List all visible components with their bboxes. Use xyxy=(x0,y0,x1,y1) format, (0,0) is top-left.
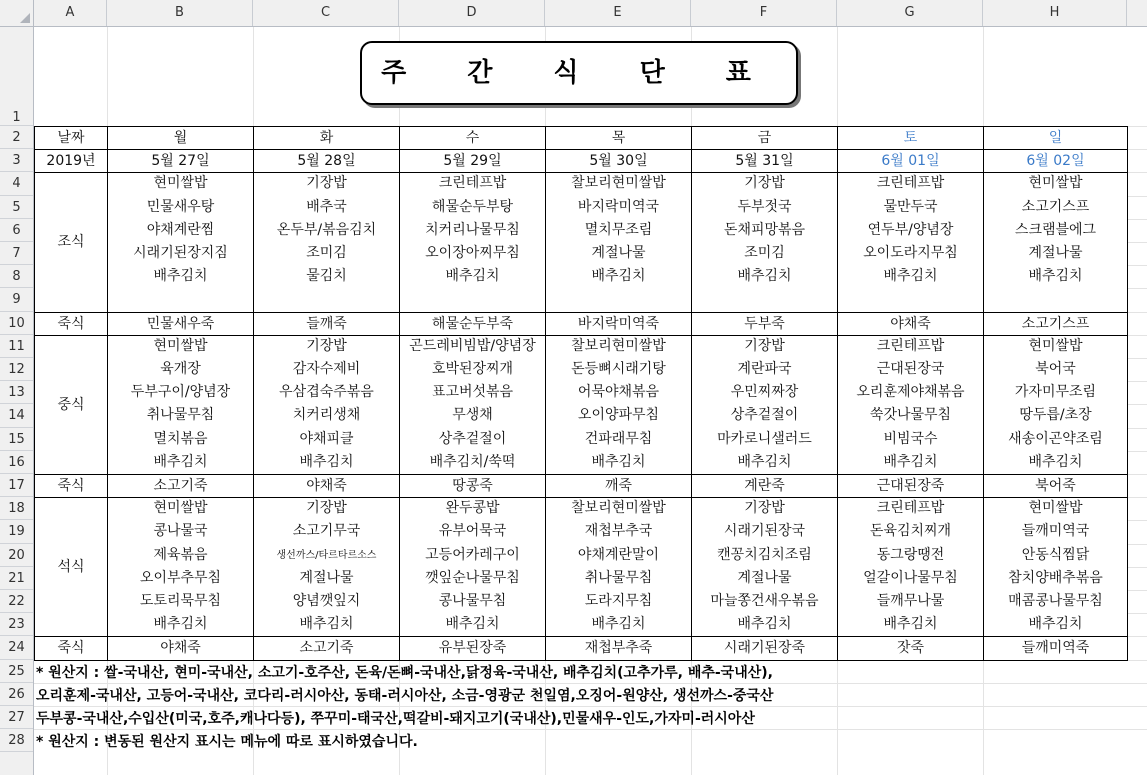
date-cell[interactable]: 5월 30일 xyxy=(545,149,692,173)
menu-item[interactable]: 가자미무조림 xyxy=(1014,384,1097,401)
menu-item[interactable]: 배추김치 xyxy=(1028,268,1083,285)
column-header-f[interactable]: F xyxy=(691,0,837,26)
menu-item[interactable]: 오리훈제야채볶음 xyxy=(856,384,965,401)
row-header-8[interactable]: 8 xyxy=(0,265,33,288)
column-header-bar xyxy=(0,0,1147,27)
menu-item[interactable]: 콩나물무침 xyxy=(438,593,507,609)
menu-item[interactable]: 배추김치 xyxy=(299,453,354,470)
menu-item[interactable]: 건파래무침 xyxy=(584,430,653,447)
menu-item[interactable]: 크린테프밥 xyxy=(876,337,945,354)
menu-item[interactable]: 배추김치 xyxy=(153,616,208,633)
menu-item[interactable]: 유부어묵국 xyxy=(438,523,507,540)
porridge-item[interactable]: 야채죽 xyxy=(253,474,400,498)
day-header-cell[interactable]: 월 xyxy=(107,126,254,150)
menu-item[interactable]: 콩나물국 xyxy=(153,523,208,540)
row-header-20[interactable]: 20 xyxy=(0,544,33,567)
menu-item[interactable]: 배추김치 xyxy=(883,268,938,285)
porridge-item[interactable]: 땅콩죽 xyxy=(399,474,546,498)
porridge-item[interactable]: 해물순두부죽 xyxy=(399,312,546,336)
row-header-19[interactable]: 19 xyxy=(0,520,33,543)
menu-item[interactable]: 크린테프밥 xyxy=(438,175,507,192)
spreadsheet-grid[interactable] xyxy=(34,27,1147,775)
row-header-10[interactable]: 10 xyxy=(0,312,33,335)
menu-item[interactable]: 두부구이/양념장 xyxy=(130,384,231,401)
row-header-4[interactable]: 4 xyxy=(0,172,33,195)
date-cell[interactable]: 5월 27일 xyxy=(107,149,254,173)
porridge-label-cell[interactable]: 죽식 xyxy=(34,636,108,660)
row-header-1[interactable]: 1 xyxy=(0,27,33,126)
menu-item[interactable]: 재첩부추국 xyxy=(584,523,653,540)
menu-item[interactable]: 기장밥 xyxy=(744,337,785,354)
day-header-cell[interactable]: 토 xyxy=(837,126,984,150)
day-header-cell[interactable]: 화 xyxy=(253,126,400,150)
menu-item[interactable]: 배추김치/쑥떡 xyxy=(429,453,516,470)
menu-item[interactable]: 연두부/양념장 xyxy=(867,221,954,238)
menu-item[interactable]: 해물순두부탕 xyxy=(431,198,514,215)
menu-item[interactable]: 새송이곤약조림 xyxy=(1008,430,1103,447)
menu-item[interactable]: 치커리생채 xyxy=(292,407,361,424)
menu-item[interactable]: 배추김치 xyxy=(737,453,792,470)
porridge-item[interactable]: 소고기죽 xyxy=(107,474,254,498)
menu-item[interactable]: 곤드레비빔밥/양념장 xyxy=(409,337,536,354)
menu-item[interactable]: 배추김치 xyxy=(883,616,938,633)
menu-item[interactable]: 배추김치 xyxy=(445,616,500,633)
menu-item[interactable]: 기장밥 xyxy=(744,500,785,517)
date-cell[interactable]: 6월 01일 xyxy=(837,149,984,173)
menu-item[interactable]: 배추김치 xyxy=(737,616,792,633)
menu-item[interactable]: 시래기된장지짐 xyxy=(133,245,228,261)
day-header-cell[interactable]: 목 xyxy=(545,126,692,150)
menu-item[interactable]: 오이도라지무침 xyxy=(863,245,958,261)
year-cell[interactable]: 2019년 xyxy=(34,149,108,173)
menu-item[interactable]: 계절나물 xyxy=(299,569,354,586)
menu-item[interactable]: 배추김치 xyxy=(591,616,646,633)
menu-item[interactable]: 취나물무침 xyxy=(584,569,653,586)
menu-item[interactable]: 물김치 xyxy=(306,268,347,285)
porridge-item[interactable]: 들깨죽 xyxy=(253,312,400,336)
column-header-g[interactable]: G xyxy=(837,0,983,26)
menu-item[interactable]: 양념깻잎지 xyxy=(292,593,361,609)
menu-item[interactable]: 소고기무국 xyxy=(292,523,361,540)
row-header-24[interactable]: 24 xyxy=(0,636,33,659)
row-header-13[interactable]: 13 xyxy=(0,381,33,404)
row-header-21[interactable]: 21 xyxy=(0,567,33,590)
menu-item[interactable]: 멸치볶음 xyxy=(153,430,208,447)
menu-item[interactable]: 매콤콩나물무침 xyxy=(1008,593,1103,609)
column-header-a[interactable]: A xyxy=(34,0,107,26)
menu-item[interactable]: 시래기된장국 xyxy=(723,523,806,540)
row-header-bar xyxy=(0,27,34,775)
breakfast-label-cell[interactable]: 조식 xyxy=(34,172,108,312)
lunch-label-cell[interactable]: 중식 xyxy=(34,335,108,475)
menu-item[interactable]: 조미김 xyxy=(744,245,785,261)
porridge-item[interactable]: 바지락미역죽 xyxy=(545,312,692,336)
menu-item[interactable]: 찰보리현미쌀밥 xyxy=(571,337,666,354)
porridge-item[interactable]: 시래기된장죽 xyxy=(691,636,838,660)
menu-item[interactable]: 도라지무침 xyxy=(584,593,653,609)
porridge-item[interactable]: 근대된장죽 xyxy=(837,474,984,498)
porridge-item[interactable]: 잣죽 xyxy=(837,636,984,660)
menu-item[interactable]: 어묵야채볶음 xyxy=(577,384,660,401)
column-header-e[interactable]: E xyxy=(545,0,691,26)
menu-item[interactable]: 무생채 xyxy=(452,407,493,424)
menu-item[interactable]: 표고버섯볶음 xyxy=(431,384,514,401)
menu-item[interactable]: 배추국 xyxy=(306,198,347,215)
menu-item[interactable]: 완두콩밥 xyxy=(445,500,500,517)
row-header-11[interactable]: 11 xyxy=(0,335,33,358)
menu-item[interactable]: 땅두릅/초장 xyxy=(1019,407,1092,424)
row-header-5[interactable]: 5 xyxy=(0,196,33,219)
menu-item[interactable]: 배추김치 xyxy=(153,268,208,285)
menu-item[interactable]: 크린테프밥 xyxy=(876,175,945,192)
menu-item[interactable]: 배추김치 xyxy=(1028,453,1083,470)
menu-item[interactable]: 스크램블에그 xyxy=(1014,221,1097,238)
dinner-label-cell[interactable]: 석식 xyxy=(34,497,108,637)
menu-item[interactable]: 동그랑땡전 xyxy=(876,546,945,563)
row-header-28[interactable]: 28 xyxy=(0,729,33,752)
menu-item[interactable]: 취나물무침 xyxy=(146,407,215,424)
menu-item[interactable]: 현미쌀밥 xyxy=(1028,500,1083,517)
menu-item[interactable]: 계절나물 xyxy=(591,245,646,261)
menu-item[interactable]: 배추김치 xyxy=(153,453,208,470)
menu-item[interactable]: 안동식찜닭 xyxy=(1021,546,1090,563)
row-header-25[interactable]: 25 xyxy=(0,660,33,683)
menu-item[interactable]: 야채계란말이 xyxy=(577,546,660,563)
origin-note: 두부콩-국내산,수입산(미국,호주,캐나다등), 쭈꾸미-태국산,떡갈비-돼지고기(국내산),민물새우-인도,가자미-러시아산 xyxy=(36,711,755,727)
menu-item[interactable]: 쑥갓나물무침 xyxy=(869,407,952,424)
porridge-item[interactable]: 야채죽 xyxy=(107,636,254,660)
row-header-14[interactable]: 14 xyxy=(0,404,33,427)
menu-item[interactable]: 크린테프밥 xyxy=(876,500,945,517)
menu-item[interactable]: 오이부추무침 xyxy=(139,569,222,586)
porridge-item[interactable]: 깨죽 xyxy=(545,474,692,498)
menu-item[interactable]: 참치양배추볶음 xyxy=(1008,569,1103,586)
menu-item[interactable]: 돈육김치찌개 xyxy=(869,523,952,540)
porridge-label-cell[interactable]: 죽식 xyxy=(34,312,108,336)
day-header-cell[interactable]: 금 xyxy=(691,126,838,150)
menu-item[interactable]: 오이장아찌무침 xyxy=(425,245,520,261)
date-cell[interactable]: 6월 02일 xyxy=(983,149,1128,173)
menu-item[interactable]: 마늘쫑건새우볶음 xyxy=(710,593,819,609)
row-header-26[interactable]: 26 xyxy=(0,683,33,706)
menu-item[interactable]: 치커리나물무침 xyxy=(425,221,520,238)
menu-title: 주 간 식 단 표 xyxy=(360,41,798,105)
menu-item[interactable]: 계절나물 xyxy=(1028,245,1083,261)
porridge-item[interactable]: 북어죽 xyxy=(983,474,1128,498)
column-header-h[interactable]: H xyxy=(983,0,1127,26)
date-cell[interactable]: 5월 29일 xyxy=(399,149,546,173)
menu-item[interactable]: 물만두국 xyxy=(883,198,938,215)
menu-item[interactable]: 야채계란찜 xyxy=(146,221,215,238)
menu-item[interactable]: 비빔국수 xyxy=(883,430,938,447)
menu-item[interactable]: 계절나물 xyxy=(737,569,792,586)
menu-item[interactable]: 도토리묵무침 xyxy=(139,593,222,609)
menu-item[interactable]: 생선까스/타르타르소스 xyxy=(276,549,377,561)
row-header-9[interactable]: 9 xyxy=(0,288,33,311)
menu-item[interactable]: 우삼겹숙주볶음 xyxy=(279,384,374,401)
menu-item[interactable]: 오이양파무침 xyxy=(577,407,660,424)
menu-item[interactable]: 온두부/볶음김치 xyxy=(276,221,377,238)
menu-item[interactable]: 배추김치 xyxy=(591,453,646,470)
menu-item[interactable]: 캔꽁치김치조림 xyxy=(717,546,812,563)
menu-item[interactable]: 육개장 xyxy=(160,361,201,377)
menu-item[interactable]: 돈채피망볶음 xyxy=(723,221,806,238)
row-header-15[interactable]: 15 xyxy=(0,428,33,451)
menu-item[interactable]: 두부젓국 xyxy=(737,198,792,215)
row-header-2[interactable]: 2 xyxy=(0,126,33,149)
menu-item[interactable]: 민물새우탕 xyxy=(146,198,215,215)
menu-item[interactable]: 얼갈이나물무침 xyxy=(863,569,958,586)
menu-item[interactable]: 배추김치 xyxy=(299,616,354,633)
row-header-3[interactable]: 3 xyxy=(0,149,33,172)
column-header-d[interactable]: D xyxy=(399,0,545,26)
origin-note: * 원산지 : 쌀-국내산, 현미-국내산, 소고기-호주산, 돈육/돈뼈-국내산,닭정육-국내산, 배추김치(고추가루, 배추-국내산), xyxy=(36,664,773,681)
menu-item[interactable]: 근대된장국 xyxy=(876,361,945,377)
menu-item[interactable]: 호박된장찌개 xyxy=(431,361,514,377)
menu-item[interactable]: 기장밥 xyxy=(306,337,347,354)
menu-item[interactable]: 멸치무조림 xyxy=(584,221,653,238)
menu-item[interactable]: 기장밥 xyxy=(306,175,347,192)
menu-item[interactable]: 기장밥 xyxy=(744,175,785,192)
row-header-22[interactable]: 22 xyxy=(0,590,33,613)
menu-item[interactable]: 상추겉절이 xyxy=(730,407,799,424)
menu-item[interactable]: 소고기스프 xyxy=(1021,198,1090,215)
origin-note: 오리훈제-국내산, 고등어-국내산, 코다리-러시아산, 동태-러시아산, 소금-영광군 천일염,오징어-원양산, 생선까스-중국산 xyxy=(36,687,774,704)
date-label-cell[interactable]: 날짜 xyxy=(34,126,108,150)
menu-item[interactable]: 고등어카레구이 xyxy=(425,546,520,563)
menu-item[interactable]: 제육볶음 xyxy=(153,546,208,563)
row-header-18[interactable]: 18 xyxy=(0,497,33,520)
porridge-item[interactable]: 유부된장죽 xyxy=(399,636,546,660)
row-header-7[interactable]: 7 xyxy=(0,242,33,265)
column-header-c[interactable]: C xyxy=(253,0,399,26)
row-header-16[interactable]: 16 xyxy=(0,451,33,474)
menu-item[interactable]: 현미쌀밥 xyxy=(1028,337,1083,354)
porridge-label-cell[interactable]: 죽식 xyxy=(34,474,108,498)
menu-item[interactable]: 찰보리현미쌀밥 xyxy=(571,500,666,517)
porridge-item[interactable]: 민물새우죽 xyxy=(107,312,254,336)
day-header-cell[interactable]: 수 xyxy=(399,126,546,150)
porridge-item[interactable]: 야채죽 xyxy=(837,312,984,336)
porridge-item[interactable]: 소고기죽 xyxy=(253,636,400,660)
menu-item[interactable]: 현미쌀밥 xyxy=(153,337,208,354)
menu-item[interactable]: 야채피클 xyxy=(299,430,354,447)
porridge-item[interactable]: 두부죽 xyxy=(691,312,838,336)
porridge-item[interactable]: 계란죽 xyxy=(691,474,838,498)
menu-item[interactable]: 들깨미역국 xyxy=(1021,523,1090,540)
row-header-12[interactable]: 12 xyxy=(0,358,33,381)
column-header-b[interactable]: B xyxy=(107,0,253,26)
menu-item[interactable]: 찰보리현미쌀밥 xyxy=(571,175,666,192)
menu-item[interactable]: 바지락미역국 xyxy=(577,198,660,215)
porridge-item[interactable]: 소고기스프 xyxy=(983,312,1128,336)
menu-item[interactable]: 돈등뼈시래기탕 xyxy=(571,361,666,377)
menu-item[interactable]: 계란파국 xyxy=(737,361,792,377)
day-header-cell[interactable]: 일 xyxy=(983,126,1128,150)
menu-item[interactable]: 현미쌀밥 xyxy=(153,175,208,192)
row-header-27[interactable]: 27 xyxy=(0,706,33,729)
menu-item[interactable]: 들깨무나물 xyxy=(876,593,945,609)
origin-note: * 원산지 : 변동된 원산지 표시는 메뉴에 따로 표시하였습니다. xyxy=(36,734,418,751)
porridge-item[interactable]: 들깨미역죽 xyxy=(983,636,1128,660)
menu-item[interactable]: 배추김치 xyxy=(883,453,938,470)
row-header-17[interactable]: 17 xyxy=(0,474,33,497)
menu-item[interactable]: 깻잎순나물무침 xyxy=(425,569,520,586)
menu-item[interactable]: 기장밥 xyxy=(306,500,347,517)
select-all-button[interactable] xyxy=(0,0,34,26)
date-cell[interactable]: 5월 31일 xyxy=(691,149,838,173)
menu-item[interactable]: 배추김치 xyxy=(591,268,646,285)
menu-item[interactable]: 감자수제비 xyxy=(292,361,361,377)
menu-item[interactable]: 배추김치 xyxy=(445,268,500,285)
menu-item[interactable]: 현미쌀밥 xyxy=(1028,175,1083,192)
menu-item[interactable]: 북어국 xyxy=(1035,361,1076,377)
row-header-23[interactable]: 23 xyxy=(0,613,33,636)
menu-item[interactable]: 조미김 xyxy=(306,245,347,261)
porridge-item[interactable]: 재첩부추죽 xyxy=(545,636,692,660)
menu-item[interactable]: 마카로니샐러드 xyxy=(717,430,812,447)
row-header-6[interactable]: 6 xyxy=(0,219,33,242)
menu-item[interactable]: 현미쌀밥 xyxy=(153,500,208,517)
menu-item[interactable]: 배추김치 xyxy=(1028,616,1083,633)
menu-item[interactable]: 배추김치 xyxy=(737,268,792,285)
menu-item[interactable]: 상추겉절이 xyxy=(438,430,507,447)
menu-item[interactable]: 우민찌짜장 xyxy=(730,384,799,401)
date-cell[interactable]: 5월 28일 xyxy=(253,149,400,173)
